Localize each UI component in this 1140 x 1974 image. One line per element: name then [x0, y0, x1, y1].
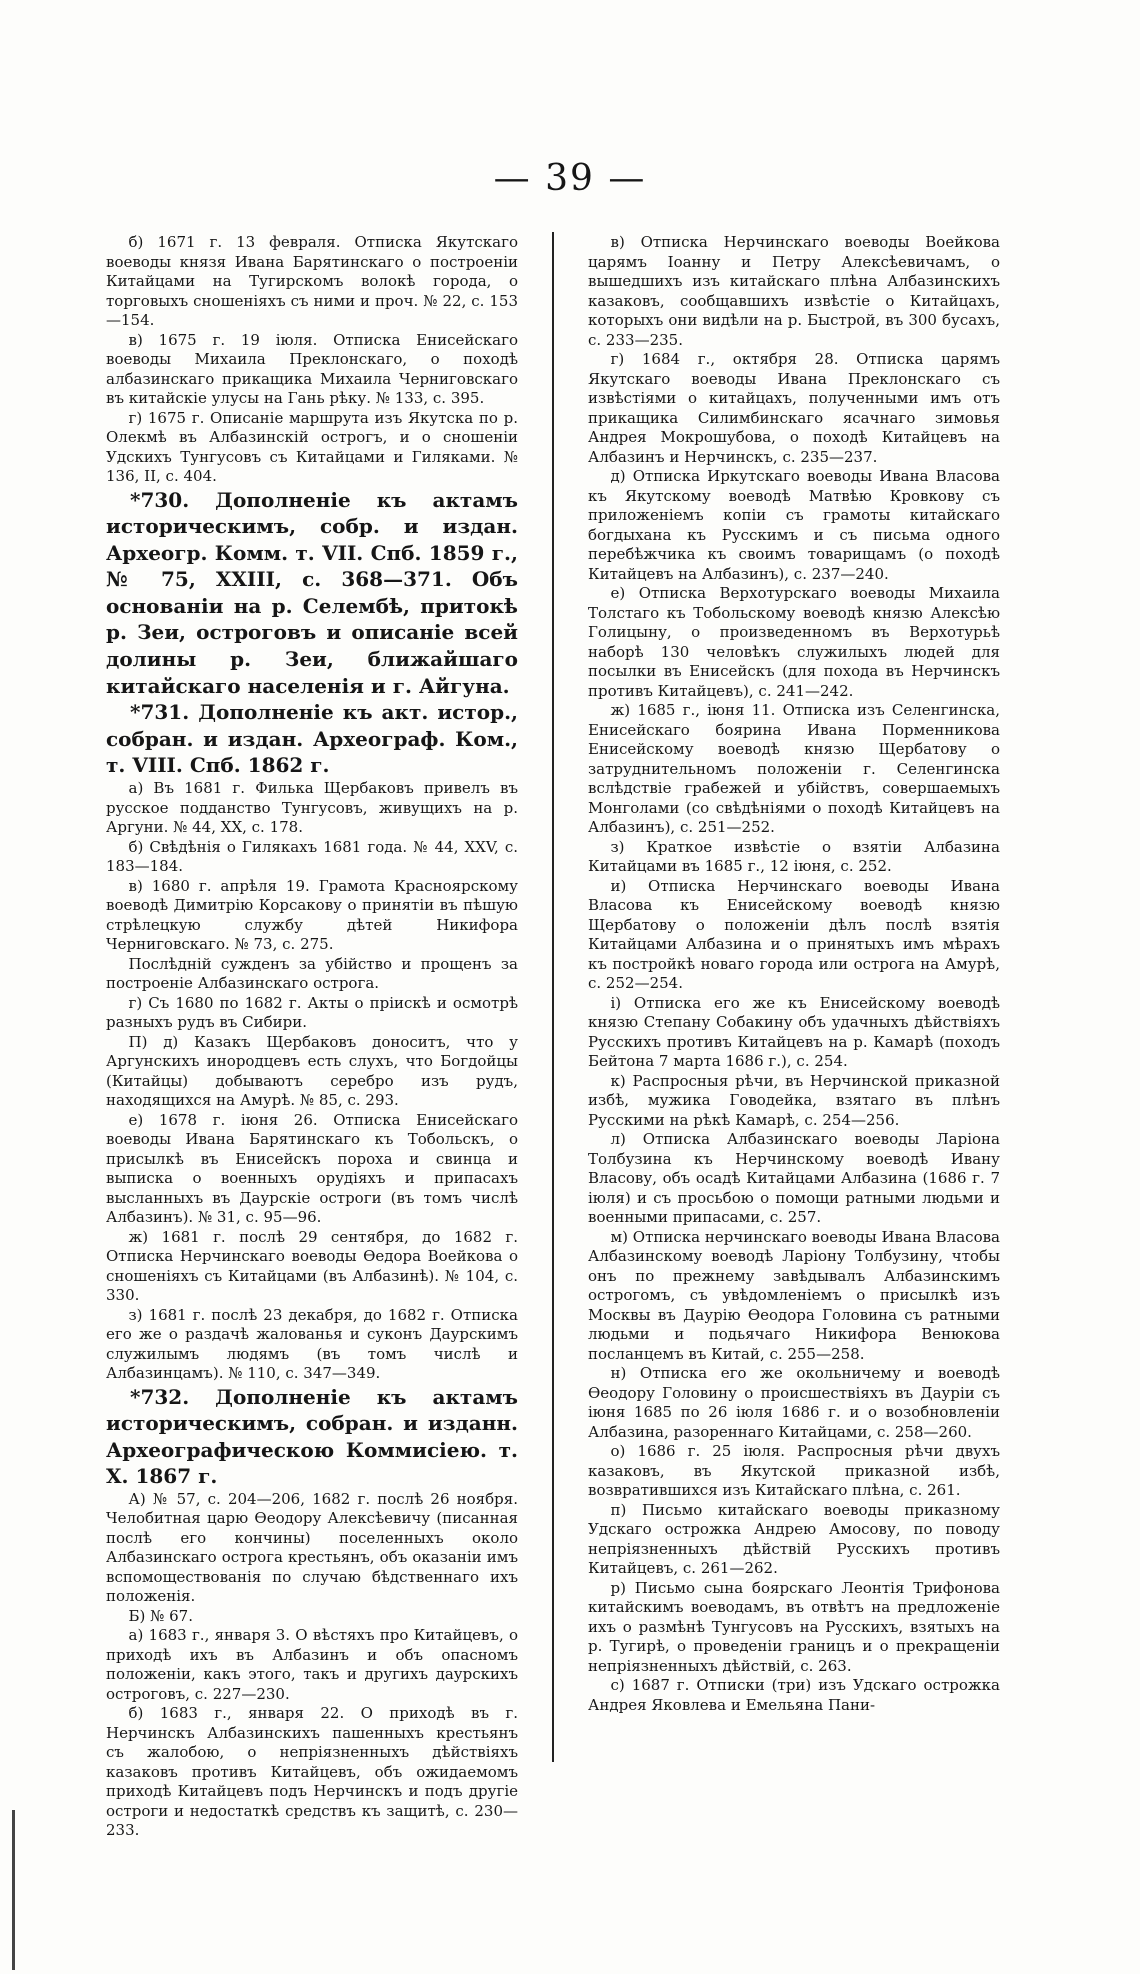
left-column-paragraph: г) Съ 1680 по 1682 г. Акты о пріискѣ и осмотрѣ разныхъ рудъ въ Сибири.	[106, 993, 518, 1032]
left-column-paragraph: б) Свѣдѣнія о Гилякахъ 1681 года. № 44, XXV, с. 183—184.	[106, 837, 518, 876]
left-column-paragraph: в) 1680 г. апрѣля 19. Грамота Красноярскому воеводѣ Димитрію Корсакову о принятіи въ пѣшую стрѣлецкую службу дѣтей Никифора Черниговскаго. № 73, с. 275.	[106, 876, 518, 954]
scan-edge-mark	[12, 1810, 15, 1970]
left-column-paragraph: ж) 1681 г. послѣ 29 сентября, до 1682 г. Отписка Нерчинскаго воеводы Ѳедора Воейкова о сношеніяхъ съ Китайцами (въ Албазинѣ). № 104, с. 330.	[106, 1227, 518, 1305]
left-column	[106, 233, 518, 1841]
left-column-paragraph: а) 1683 г., января 3. О вѣстяхъ про Китайцевъ, о приходѣ ихъ въ Албазинъ и объ опасномъ положеніи, какъ этого, такъ и другихъ даурскихъ остроговъ, с. 227—230.	[106, 1626, 518, 1703]
left-column-paragraph: б) 1683 г., января 22. О приходѣ въ г. Нерчинскъ Албазинскихъ пашенныхъ крестьянъ съ жалобою, о непріязненныхъ дѣйствіяхъ казаковъ противъ Китайцевъ, объ ожидаемомъ приходѣ Китайцевъ подъ Нерчинскъ и подъ другіе остроги и недостаткѣ средствъ къ защитѣ, с. 230—233.	[106, 1704, 518, 1840]
left-column-paragraph: б) 1671 г. 13 февраля. Отписка Якутскаго воеводы князя Ивана Барятинскаго о построеніи Китайцами на Тугирскомъ волокѣ города, о торговыхъ сношеніяхъ съ ними и проч. № 22, с. 153—154.	[106, 233, 518, 329]
left-column-paragraph: А) № 57, с. 204—206, 1682 г. послѣ 26 ноября. Челобитная царю Ѳеодору Алексѣевичу (писанная послѣ его кончины) поселенныхъ около Албазинскаго острога крестьянъ, объ оказаніи имъ вспомоществованія по случаю бѣдственнаго ихъ положенія.	[106, 1489, 518, 1606]
right-column-paragraph: в) Отписка Нерчинскаго воеводы Воейкова царямъ Іоанну и Петру Алексѣевичамъ, о вышедшихъ изъ китайскаго плѣна Албазинскихъ казаковъ, сообщавшихъ извѣстіе о Китайцахъ, которыхъ они видѣли на р. Быстрой, въ 300 бусахъ, с. 233—235.	[588, 233, 1000, 349]
right-column-paragraph: и) Отписка Нерчинскаго воеводы Ивана Власова къ Енисейскому воеводѣ князю Щербатову о положеніи дѣлъ послѣ взятія Китайцами Албазина и о принятыхъ имъ мѣрахъ къ постройкѣ новаго города или острога на Амурѣ, с. 252—254.	[588, 876, 1000, 992]
right-column-paragraph: н) Отписка его же окольничему и воеводѣ Ѳеодору Головину о происшествіяхъ въ Дауріи съ іюня 1685 по 26 іюля 1686 г. и о возобновленіи Албазина, разореннаго Китайцами, с. 258—260.	[588, 1364, 1000, 1441]
right-column-paragraph: д) Отписка Иркутскаго воеводы Ивана Власова къ Якутскому воеводѣ Матвѣю Кровкову съ приложеніемъ копіи съ грамоты китайскаго богдыхана къ Русскимъ и съ письма одного перебѣжчика къ своимъ товарищамъ (о походѣ Китайцевъ на Албазинъ), с. 237—240.	[588, 467, 1000, 583]
right-column	[588, 233, 1000, 1715]
right-column-paragraph: к) Распросныя рѣчи, въ Нерчинской приказной избѣ, мужика Говодейка, взятаго въ плѣнъ Русскими на рѣкѣ Камарѣ, с. 254—256.	[588, 1071, 1000, 1129]
left-column-paragraph: в) 1675 г. 19 іюля. Отписка Енисейскаго воеводы Михаила Преклонскаго, о походѣ албазинскаго прикащика Михаила Черниговскаго въ китайскіе улусы на Гань рѣку. № 133, с. 395.	[106, 330, 518, 407]
left-column-heading: *732. Дополненіе къ актамъ историческимъ, собран. и изданн. Археографическою Коммисіею. т. X. 1867 г.	[106, 1384, 518, 1489]
right-column-paragraph: і) Отписка его же къ Енисейскому воеводѣ князю Степану Собакину объ удачныхъ дѣйствіяхъ Русскихъ противъ Китайцевъ на р. Камарѣ (походъ Бейтона 7 марта 1686 г.), с. 254.	[588, 993, 1000, 1070]
column-divider	[552, 232, 554, 1762]
right-column-paragraph: с) 1687 г. Отписки (три) изъ Удскаго острожка Андрея Яковлева и Емельяна Пани-	[588, 1676, 1000, 1714]
right-column-paragraph: е) Отписка Верхотурскаго воеводы Михаила Толстаго къ Тобольскому воеводѣ князю Алексѣю Голицыну, о произведенномъ въ Верхотурьѣ наборѣ 130 человѣкъ служилыхъ людей для посылки въ Енисейскъ (для похода въ Нерчинскъ противъ Китайцевъ), с. 241—242.	[588, 584, 1000, 700]
right-column-paragraph: з) Краткое извѣстіе о взятіи Албазина Китайцами въ 1685 г., 12 іюня, с. 252.	[588, 837, 1000, 875]
left-column-paragraph: г) 1675 г. Описаніе маршрута изъ Якутска по р. Олекмѣ въ Албазинскій острогъ, и о сношеніи Удскихъ Тунгусовъ съ Китайцами и Гиляками. № 136, II, с. 404.	[106, 408, 518, 485]
left-column-paragraph: Б) № 67.	[128, 1606, 193, 1625]
right-column-paragraph: о) 1686 г. 25 іюля. Распросныя рѣчи двухъ казаковъ, въ Якутской приказной избѣ, возвратившихся изъ Китайскаго плѣна, с. 261.	[588, 1442, 1000, 1499]
right-column-paragraph: р) Письмо сына боярскаго Леонтія Трифонова китайскимъ воеводамъ, въ отвѣтъ на предложеніе ихъ о размѣнѣ Тунгусовъ на Русскихъ, взятыхъ на р. Тугирѣ, о проведеніи границъ и о прекращеніи непріязненныхъ дѣйствій, с. 263.	[588, 1578, 1000, 1675]
right-column-paragraph: г) 1684 г., октября 28. Отписка царямъ Якутскаго воеводы Ивана Преклонскаго съ извѣстіями о китайцахъ, полученными имъ отъ прикащика Силимбинскаго ясачнаго зимовья Андрея Мокрошубова, о походѣ Китайцевъ на Албазинъ и Нерчинскъ, с. 235—237.	[588, 350, 1000, 466]
left-column-heading: *730. Дополненіе къ актамъ историческимъ, собр. и издан. Археогр. Комм. т. VII. Спб. 1859 г., № 75, XXIII, с. 368—371. Объ основаніи на р. Селембѣ, притокѣ р. Зеи, остроговъ и описаніе всей долины р. Зеи, ближайшаго китайскаго населенія и г. Айгуна.	[106, 487, 518, 698]
right-column-paragraph: л) Отписка Албазинскаго воеводы Ларіона Толбузина къ Нерчинскому воеводѣ Ивану Власову, объ осадѣ Китайцами Албазина (1686 г. 7 іюля) и съ просьбою о помощи ратными людьми и военными припасами, с. 257.	[588, 1130, 1000, 1226]
right-column-paragraph: п) Письмо китайскаго воеводы приказному Удскаго острожка Андрею Амосову, по поводу непріязненныхъ дѣйствій Русскихъ противъ Китайцевъ, с. 261—262.	[588, 1500, 1000, 1577]
left-column-paragraph: а) Въ 1681 г. Филька Щербаковъ привелъ въ русское подданство Тунгусовъ, живущихъ на р. Аргуни. № 44, XX, с. 178.	[106, 779, 518, 837]
left-column-paragraph: е) 1678 г. іюня 26. Отписка Енисейскаго воеводы Ивана Барятинскаго къ Тобольскъ, о присылкѣ въ Енисейскъ пороха и свинца и выписка о военныхъ орудіяхъ и припасахъ высланныхъ въ Даурскіе остроги (въ томъ числѣ Албазинъ). № 31, с. 95—96.	[106, 1110, 518, 1227]
left-column-paragraph: П) д) Казакъ Щербаковъ доноситъ, что у Аргунскихъ инородцевъ есть слухъ, что Богдойцы (Китайцы) добываютъ серебро изъ рудъ, находящихся на Амурѣ. № 85, с. 293.	[106, 1032, 518, 1110]
right-column-paragraph: ж) 1685 г., іюня 11. Отписка изъ Селенгинска, Енисейскаго боярина Ивана Порменникова Енисейскому воеводѣ князю Щербатову о затруднительномъ положеніи г. Селенгинска вслѣдствіе грабежей и убійствъ, совершаемыхъ Монголами (со свѣдѣніями о походѣ Китайцевъ на Албазинъ), с. 251—252.	[588, 701, 1000, 836]
right-column-paragraph: м) Отписка нерчинскаго воеводы Ивана Власова Албазинскому воеводѣ Ларіону Толбузину, чтобы онъ по прежнему завѣдывалъ Албазинскимъ острогомъ, съ увѣдомленіемъ о присылкѣ изъ Москвы въ Даурію Ѳеодора Головина съ ратными людьми и подьячаго Никифора Венюкова посланцемъ въ Китай, с. 255—258.	[588, 1227, 1000, 1363]
left-column-paragraph: Послѣдній сужденъ за убійство и прощенъ за построеніе Албазинскаго острога.	[106, 954, 518, 993]
page-number: — 39 —	[493, 158, 647, 199]
left-column-heading: *731. Дополненіе къ акт. истор., собран. и издан. Археограф. Ком., т. VIII. Спб. 1862 г.	[106, 700, 518, 778]
left-column-paragraph: з) 1681 г. послѣ 23 декабря, до 1682 г. Отписка его же о раздачѣ жалованья и суконъ Даурскимъ служилымъ людямъ (въ томъ числѣ и Албазинцамъ). № 110, с. 347—349.	[106, 1305, 518, 1383]
